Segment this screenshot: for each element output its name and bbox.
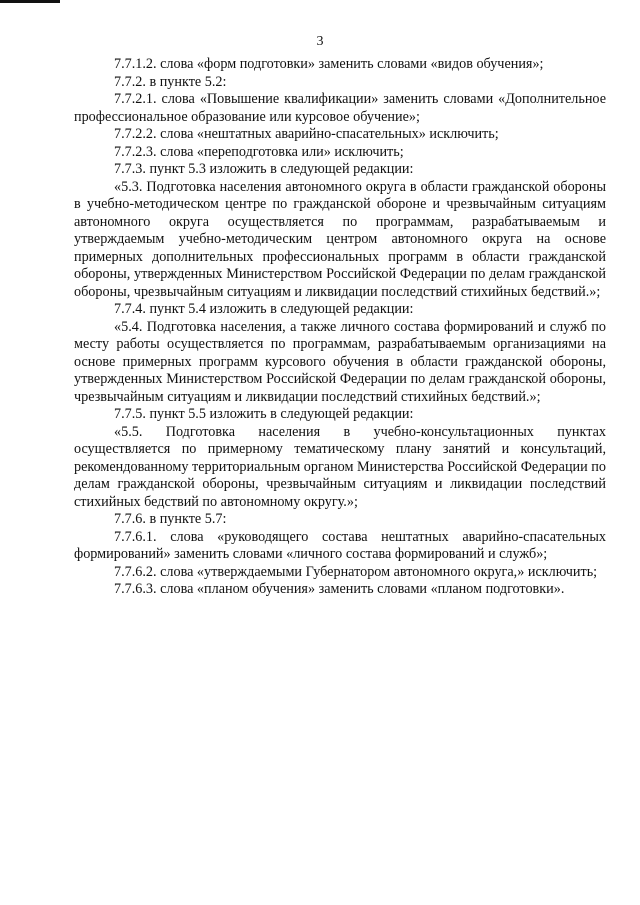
paragraph-7-7-3: 7.7.3. пункт 5.3 изложить в следующей редакции: [114,161,414,177]
paragraph-7-7-6: 7.7.6. в пункте 5.7: [114,511,227,527]
paragraph-7-7-2-2: 7.7.2.2. слова «нештатных аварийно-спасательных» исключить; [114,126,499,142]
quoted-paragraph-5-5: «5.5. Подготовка населения в учебно-консультационных пунктах осуществляется по примерному тематическому плану занятий и консультаций, рекомендованному территориальным органом Министерства Российской Федерации по делам гражданской обороны, чрезвычайным ситуациям и ликвидации последствий стихийных бедствий по автономному округу.»; [74,423,606,510]
paragraph-7-7-4: 7.7.4. пункт 5.4 изложить в следующей редакции: [114,301,414,317]
paragraph-7-7-6-1: 7.7.6.1. слова «руководящего состава нештатных аварийно-спасательных формирований» заменить словами «личного состава формирований и служб»; [74,528,606,562]
paragraph-7-7-2: 7.7.2. в пункте 5.2: [114,73,227,90]
quoted-paragraph-5-3: «5.3. Подготовка населения автономного округа в области гражданской обороны в учебно-методическом центре по гражданской обороне и чрезвычайным ситуациям автономного округа осуществляется по программам, разрабатываемым и утверждаемым учебно-методическим центром автономного округа на основе примерных дополнительных профессиональных программ в области гражданской обороны, утвержденных Министерством Российской Федерации по делам гражданской обороны, чрезвычайным ситуациям и ликвидации последствий стихийных бедствий.»; [74,178,606,300]
paragraph-7-7-2-3: 7.7.2.3. слова «переподготовка или» исключить; [114,143,404,160]
paragraph-7-7-6-2: 7.7.6.2. слова «утверждаемыми Губернатором автономного округа,» исключить; [114,563,598,580]
paragraph-7-7-1-2: 7.7.1.2. слова «форм подготовки» заменить словами «видов обучения»; [114,56,544,72]
paragraph-7-7-6-3: 7.7.6.3. слова «планом обучения» заменить словами «планом подготовки». [114,581,565,597]
paragraph-7-7-2-1: 7.7.2.1. слова «Повышение квалификации» заменить словами «Дополнительное профессиональное образование или курсовое обучение»; [74,91,606,125]
quoted-paragraph-5-4: «5.4. Подготовка населения, а также личного состава формирований и служб по месту работы осуществляется по программам, разрабатываемым организациями на основе примерных программ курсового обучения в области гражданской обороны, утвержденных Министерством Российской Федерации по делам гражданской обороны, чрезвычайным ситуациям и ликвидации последствий стихийных бедствий.»; [74,318,606,405]
page-number: 3 [316,34,324,49]
paragraph-7-7-5: 7.7.5. пункт 5.5 изложить в следующей редакции: [114,406,414,422]
document-body [74,56,606,599]
top-margin-rule [0,0,60,3]
